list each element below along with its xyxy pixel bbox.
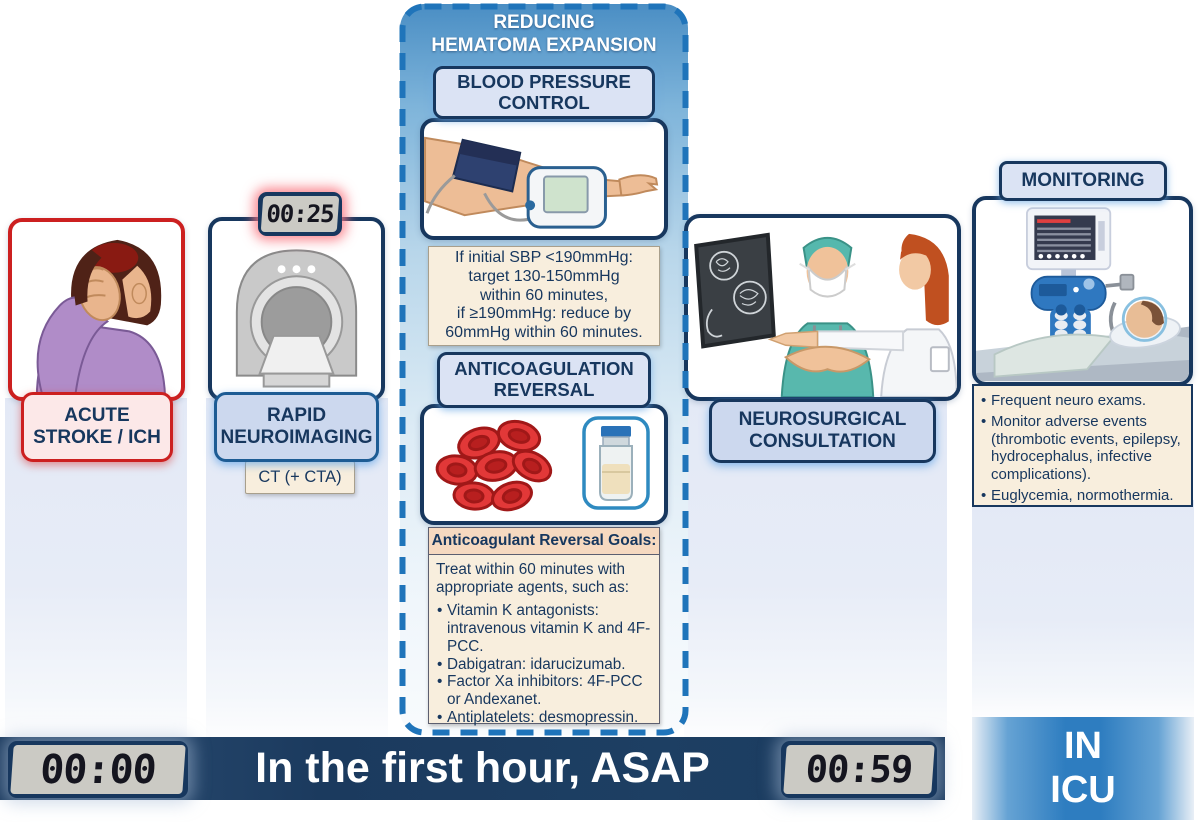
reversal-goals-list: [436, 602, 652, 726]
acute-stroke-image-box: [8, 218, 185, 401]
reversal-goals-title: Anticoagulant Reversal Goals:: [429, 528, 659, 555]
neuroimaging-image-box: [208, 217, 385, 401]
bp-text-line4: if ≥190mmHg: reduce by: [456, 305, 632, 323]
bp-title-line1: BLOOD PRESSURE: [457, 70, 631, 92]
acute-stroke-label: [21, 392, 173, 462]
bp-title-line2: CONTROL: [498, 91, 590, 113]
monitoring-bullet-euglycemia: • Euglycemia, normothermia.: [980, 487, 1186, 504]
neurosurgery-line2: CONSULTATION: [749, 431, 896, 452]
acute-stroke-line1: ACUTE: [64, 405, 130, 427]
goals-intro-line1: Treat within 60 minutes with: [436, 561, 626, 578]
neuroimaging-line2: NEUROIMAGING: [220, 427, 373, 448]
bp-text-line5: 60mmHg within 60 minutes.: [445, 324, 643, 342]
bp-text-line2: target 130-150mmHg: [468, 267, 620, 285]
ac-title-line2: REVERSAL: [493, 379, 595, 400]
reversal-image-box: [420, 404, 668, 525]
ct-modality-box: CT (+ CTA): [245, 461, 355, 494]
neuroimaging-line1: RAPID: [266, 405, 327, 427]
goals-intro-line2: appropriate agents, such as:: [436, 578, 630, 596]
start-timer-clock: [8, 741, 188, 798]
goals-bullet-dabigatran: • Dabigatran: idarucizumab.: [436, 656, 652, 674]
icu-ventilator-illustration: [976, 200, 1189, 382]
bp-text-line1: If initial SBP <190mmHg:: [454, 248, 633, 266]
goals-bullet-vka: • Vitamin K antagonists: intravenous vitamin K and 4F-PCC.: [436, 602, 652, 655]
monitoring-image-box: [972, 196, 1193, 386]
blood-pressure-image-box: [420, 118, 668, 240]
monitoring-bullet-neuro-exams: • Frequent neuro exams.: [980, 392, 1186, 409]
blood-cells-vial-illustration: [424, 408, 664, 521]
neurosurgery-label: [709, 399, 936, 463]
hematoma-title-line2: HEMATOMA EXPANSION: [431, 34, 657, 56]
bp-target-text: [428, 246, 660, 346]
neurosurgery-image-box: [684, 214, 961, 401]
monitoring-bullet-adverse-events: • Monitor adverse events (thrombotic events, epilepsy, hydrocephalus, infective complications).: [980, 413, 1186, 483]
start-timer-display: 00:00: [10, 745, 185, 794]
goals-bullet-factor-xa: • Factor Xa inhibitors: 4F-PCC or Andexanet.: [436, 673, 652, 708]
first-hour-label: In the first hour, ASAP: [255, 744, 710, 792]
acute-stroke-line2: STROKE / ICH: [33, 427, 161, 448]
icu-label-line2: ICU: [1050, 768, 1116, 811]
imaging-timer-display: 00:25: [261, 196, 340, 232]
ct-scanner-illustration: [212, 221, 381, 397]
monitoring-header: MONITORING: [999, 161, 1167, 201]
bp-text-line3: within 60 minutes,: [479, 286, 609, 304]
neurosurgeons-illustration: [688, 218, 957, 397]
in-icu-bar: [972, 717, 1194, 820]
column-monitoring: [972, 500, 1194, 717]
end-timer-clock: [781, 741, 937, 798]
reversal-goals-box: [428, 527, 660, 724]
hematoma-panel-title: [408, 12, 680, 58]
monitoring-notes-box: [972, 384, 1193, 507]
neuroimaging-label: [214, 392, 379, 462]
reversal-goals-body: [429, 555, 659, 731]
ac-title-line1: ANTICOAGULATION: [454, 358, 634, 380]
blood-pressure-header: [433, 66, 655, 119]
reversal-goals-intro: [436, 561, 652, 596]
end-timer-display: 00:59: [783, 745, 934, 794]
goals-bullet-antiplatelets: • Antiplatelets: desmopressin.: [436, 709, 652, 727]
imaging-timer-clock: [258, 192, 342, 236]
neurosurgery-line1: NEUROSURGICAL: [738, 409, 907, 431]
anticoagulation-header: [437, 352, 651, 408]
patient-headache-illustration: [12, 222, 181, 397]
hematoma-title-line1: REDUCING: [493, 12, 595, 33]
icu-label-line1: IN: [1064, 724, 1102, 767]
blood-pressure-cuff-illustration: [424, 122, 664, 236]
monitoring-notes-list: [980, 392, 1186, 504]
